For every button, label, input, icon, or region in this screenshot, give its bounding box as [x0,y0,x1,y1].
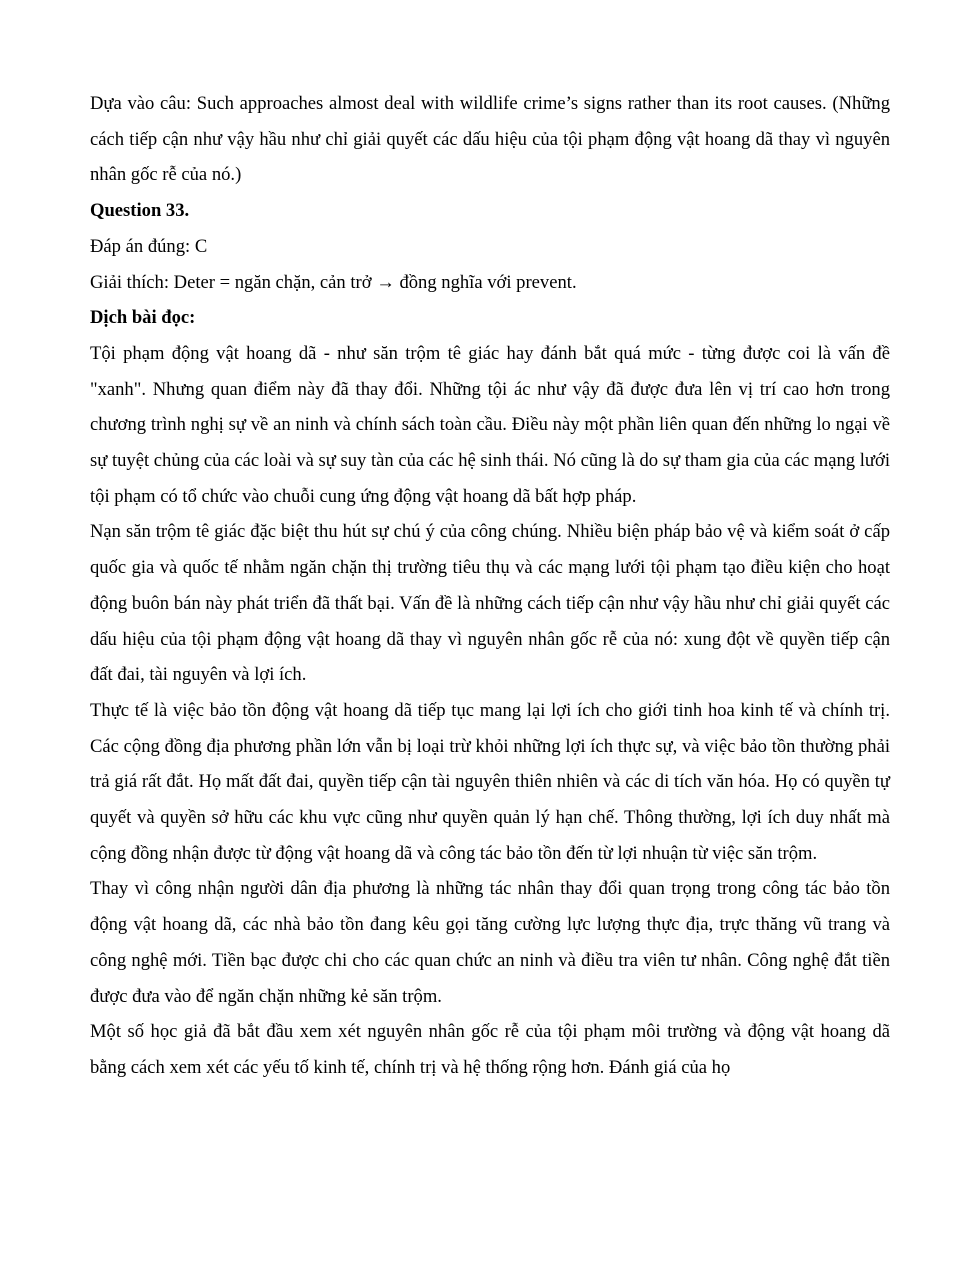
translation-paragraph: Thực tế là việc bảo tồn động vật hoang dã tiếp tục mang lại lợi ích cho giới tinh hoa kinh tế và chính trị. Các cộng đồng địa phương phần lớn vẫn bị loại trừ khỏi những lợi ích thực sự, và việc bảo tồn thường phải trả giá rất đắt. Họ mất đất đai, quyền tiếp cận tài nguyên thiên nhiên và các di tích văn hóa. Họ có quyền tự quyết và quyền sở hữu các khu vực cũng như quyền quản lý hạn chế. Thông thường, lợi ích duy nhất mà cộng đồng nhận được từ động vật hoang dã và công tác bảo tồn đến từ lợi nhuận từ việc săn trộm. [90,699,890,864]
translation-paragraph: Tội phạm động vật hoang dã - như săn trộm tê giác hay đánh bắt quá mức - từng được coi là vấn đề "xanh". Nhưng quan điểm này đã thay đổi. Những tội ác như vậy đã được đưa lên vị trí cao hơn trong chương trình nghị sự về an ninh và chính sách toàn cầu. Điều này một phần liên quan đến những lo ngại về sự tuyệt chủng của các loài và sự suy tàn của các hệ sinh thái. Nó cũng là do sự tham gia của các mạng lưới tội phạm có tổ chức vào chuỗi cung ứng động vật hoang dã bất hợp pháp. [90,342,890,507]
translation-paragraph: Nạn săn trộm tê giác đặc biệt thu hút sự chú ý của công chúng. Nhiều biện pháp bảo vệ và kiểm soát ở cấp quốc gia và quốc tế nhằm ngăn chặn thị trường tiêu thụ và các mạng lưới tội phạm tạo điều kiện cho hoạt động buôn bán này phát triển đã thất bại. Vấn đề là những cách tiếp cận như vậy hầu như chỉ giải quyết các dấu hiệu của tội phạm động vật hoang dã thay vì nguyên nhân gốc rễ của nó: xung đột về quyền tiếp cận đất đai, tài nguyên và lợi ích. [90,521,890,686]
intro-quote: Dựa vào câu: Such approaches almost deal with wildlife crime’s signs rather than its root causes. (Những cách tiếp cận như vậy hầu như chỉ giải quyết các dấu hiệu của tội phạm động vật hoang dã thay vì nguyên nhân gốc rễ của nó.) [90,93,890,186]
document-page [90,86,890,1086]
translation-heading: Dịch bài đọc: [90,307,196,329]
question-heading: Question 33. [90,200,190,222]
translation-paragraph: Thay vì công nhận người dân địa phương là những tác nhân thay đổi quan trọng trong công tác bảo tồn động vật hoang dã, các nhà bảo tồn đang kêu gọi tăng cường lực lượng thực địa, trực thăng vũ trang và công nghệ mới. Tiền bạc được chi cho các quan chức an ninh và điều tra viên tư nhân. Công nghệ đắt tiền được đưa vào để ngăn chặn những kẻ săn trộm. [90,878,890,1007]
explanation-line: Giải thích: Deter = ngăn chặn, cản trở → đồng nghĩa với prevent. [90,271,577,293]
translation-paragraph: Một số học giả đã bắt đầu xem xét nguyên nhân gốc rễ của tội phạm môi trường và động vật hoang dã bằng cách xem xét các yếu tố kinh tế, chính trị và hệ thống rộng hơn. Đánh giá của họ [90,1021,890,1078]
answer-line: Đáp án đúng: C [90,235,208,257]
